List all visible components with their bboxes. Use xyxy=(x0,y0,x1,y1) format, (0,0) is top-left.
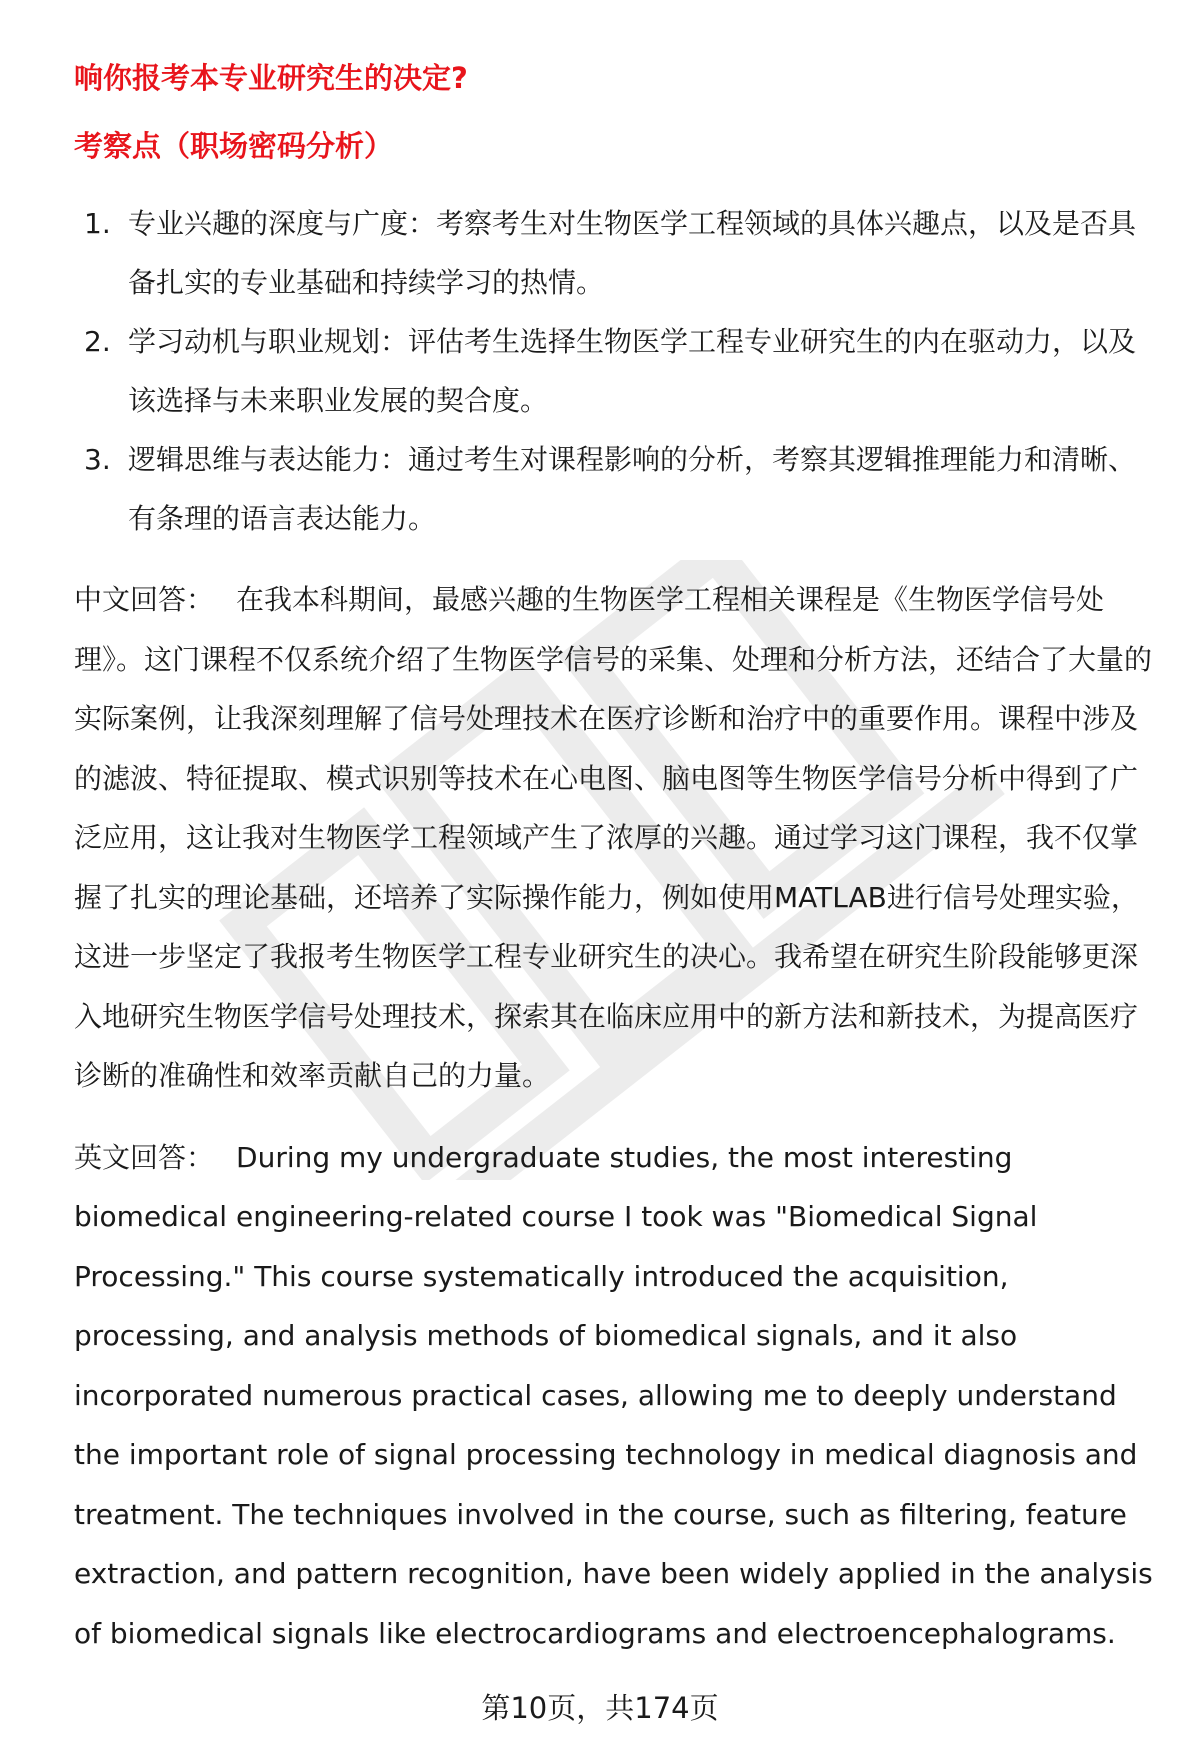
list-item-text: 学习动机与职业规划：评估考生选择生物医学工程专业研究生的内在驱动力，以及该选择与未来职业发展的契合度。 xyxy=(128,325,1137,417)
english-answer-text: During my undergraduate studies, the most interesting biomedical engineering-related course I took was "Biomedical Signal Processing." This course systematically introduced the acquisition, processing, and analysis methods of biomedical signals, and it also incorporated numerous practical cases, allowing me to deeply understand the important role of signal processing technology in medical diagnosis and treatment. The techniques involved in the course, such as filtering, feature extraction, and pattern recognition, have been widely applied in the analysis of biomedical signals like electrocardiograms and electroencephalograms. xyxy=(74,1140,1153,1650)
list-item-text: 专业兴趣的深度与广度：考察考生对生物医学工程领域的具体兴趣点，以及是否具备扎实的专业基础和持续学习的热情。 xyxy=(128,207,1137,299)
list-item-text: 逻辑思维与表达能力：通过考生对课程影响的分析，考察其逻辑推理能力和清晰、有条理的语言表达能力。 xyxy=(128,443,1137,535)
chinese-answer-label: 中文回答： xyxy=(74,583,215,616)
english-answer-label: 英文回答： xyxy=(74,1140,215,1174)
list-item xyxy=(74,194,1158,312)
assessment-points-list xyxy=(74,194,1164,548)
page-footer: 第10页，共174页 xyxy=(481,1691,719,1725)
list-item xyxy=(74,430,1158,548)
english-answer-paragraph xyxy=(74,1128,1164,1664)
list-number: 3. xyxy=(84,443,111,476)
points-title: 考察点（职场密码分析） xyxy=(74,129,394,163)
chinese-answer-text: 在我本科期间，最感兴趣的生物医学工程相关课程是《生物医学信号处理》。这门课程不仅系统介绍了生物医学信号的采集、处理和分析方法，还结合了大量的实际案例，让我深刻理解了信号处理技术在医疗诊断和治疗中的重要作用。课程中涉及的滤波、特征提取、模式识别等技术在心电图、脑电图等生物医学信号分析中得到了广泛应用，这让我对生物医学工程领域产生了浓厚的兴趣。通过学习这门课程，我不仅掌握了扎实的理论基础，还培养了实际操作能力，例如使用MATLAB进行信号处理实验，这进一步坚定了我报考生物医学工程专业研究生的决心。我希望在研究生阶段能够更深入地研究生物医学信号处理技术，探索其在临床应用中的新方法和新技术，为提高医疗诊断的准确性和效率贡献自己的力量。 xyxy=(74,583,1153,1092)
list-number: 2. xyxy=(84,325,111,358)
document-body xyxy=(74,58,1164,1685)
list-number: 1. xyxy=(84,207,111,240)
chinese-answer-paragraph xyxy=(74,570,1164,1106)
question-heading: 响你报考本专业研究生的决定? xyxy=(74,61,468,95)
list-item xyxy=(74,312,1158,430)
